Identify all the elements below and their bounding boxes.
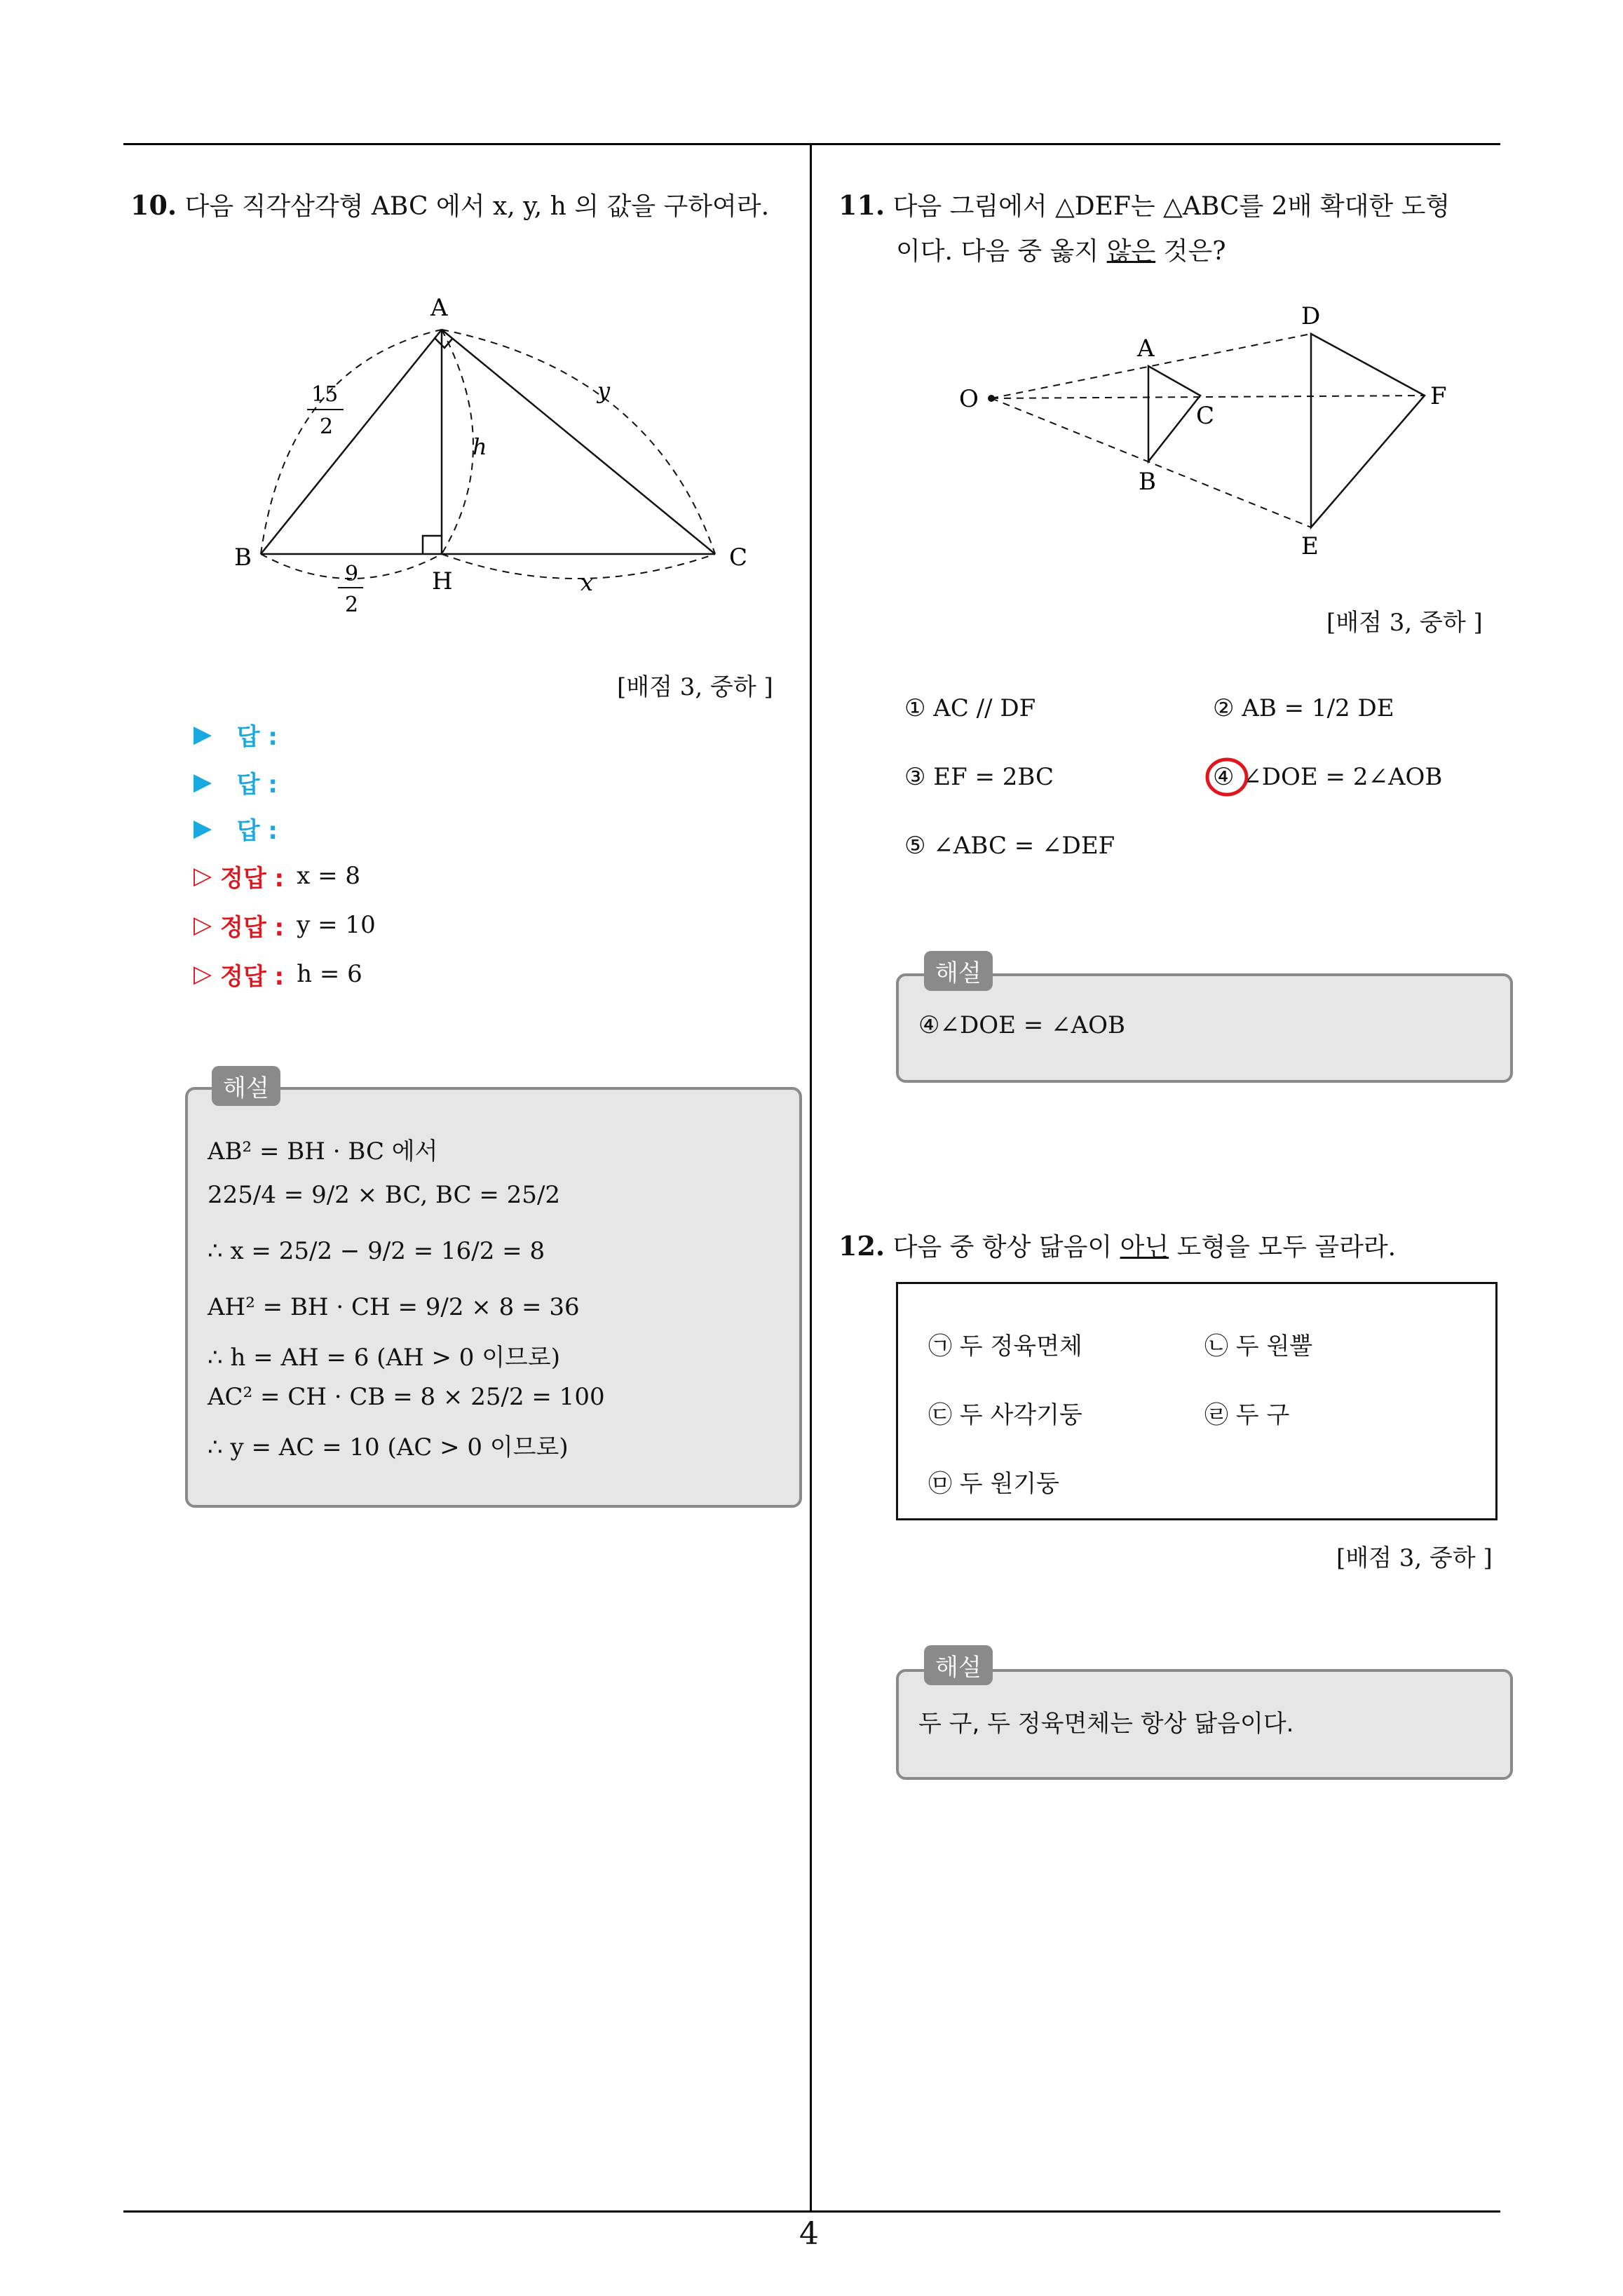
q10-label-x: x	[580, 569, 594, 596]
q10-explain-line-3: ∴ x = 25/2 − 9/2 = 16/2 = 8	[208, 1237, 545, 1265]
page-number: 4	[799, 2216, 819, 2252]
q10-explain-line-7: ∴ y = AC = 10 (AC > 0 이므로)	[208, 1433, 569, 1461]
bottom-rule	[123, 2210, 1500, 2213]
q11-label-b: B	[1139, 468, 1156, 496]
q12-item-4[interactable]: ㉣ 두 구	[1204, 1401, 1290, 1429]
q10-score: [배점 3, 중하 ]	[617, 673, 773, 701]
q11-choice-4[interactable]: ④ ∠DOE = 2∠AOB	[1213, 763, 1443, 791]
q10-answer-area	[193, 710, 376, 999]
q10-label-a: A	[430, 294, 448, 322]
q11-label-e: E	[1301, 532, 1319, 560]
q11-title	[838, 184, 1450, 229]
q12-number: 12.	[838, 1230, 885, 1262]
top-rule	[123, 143, 1500, 145]
q10-explain-line-4: AH² = BH · CH = 9/2 × 8 = 36	[208, 1293, 580, 1321]
q11-explain-text: ④∠DOE = ∠AOB	[918, 1011, 1125, 1039]
q10-label-ab-num: 15	[311, 382, 339, 407]
q10-answer-row-1[interactable]: ▶ 답 :	[193, 720, 278, 751]
q10-correct-row-2: ▷ 정답 : y = 10	[193, 911, 376, 942]
q10-explain-tab: 해설	[212, 1066, 280, 1106]
q10-explain-line-6: AC² = CH · CB = 8 × 25/2 = 100	[208, 1383, 605, 1411]
q10-answer-row-3[interactable]: ▶ 답 :	[193, 814, 278, 845]
outline-arrow-icon: ▷	[193, 862, 212, 890]
q11-label-d: D	[1301, 302, 1321, 330]
q10-label-ab-den: 2	[320, 414, 334, 439]
q10-label-b: B	[234, 543, 252, 572]
q10-label-y: y	[597, 377, 611, 404]
q12-score: [배점 3, 중하 ]	[1336, 1544, 1493, 1572]
q11-label-a: A	[1137, 335, 1155, 363]
q10-label-bh-num: 9	[345, 562, 359, 586]
column-divider	[810, 143, 812, 2212]
q10-label-h-side: h	[473, 433, 487, 460]
q10-label-bh-den: 2	[345, 593, 359, 617]
q11-score: [배점 3, 중하 ]	[1326, 609, 1483, 637]
q11-label-o: O	[959, 385, 979, 413]
q12-item-5[interactable]: ㉤ 두 원기둥	[928, 1470, 1059, 1498]
q11-title-line2: 이다. 다음 중 옳지 않은 것은?	[896, 237, 1226, 266]
q10-answer-row-2[interactable]: ▶ 답 :	[193, 768, 278, 799]
q12-title: 12. 다음 중 항상 닮음이 아닌 도형을 모두 골라라.	[838, 1230, 1397, 1262]
q11-explain-tab: 해설	[924, 951, 993, 991]
q10-correct-y: y = 10	[297, 911, 376, 939]
q12-item-1[interactable]: ㉠ 두 정육면체	[928, 1332, 1082, 1360]
q11-number: 11.	[838, 189, 885, 221]
outline-arrow-icon: ▷	[193, 960, 212, 988]
q10-figure	[224, 288, 771, 631]
q11-choice-5[interactable]: ⑤ ∠ABC = ∠DEF	[904, 832, 1115, 860]
selected-circle-mark	[1203, 755, 1252, 799]
q10-correct-x: x = 8	[297, 862, 361, 890]
q12-explain-tab: 해설	[924, 1645, 993, 1685]
q10-label-c: C	[729, 543, 748, 572]
q10-correct-row-3: ▷ 정답 : h = 6	[193, 960, 362, 991]
q11-choice-2[interactable]: ② AB = 1/2 DE	[1213, 694, 1394, 722]
q12-item-3[interactable]: ㉢ 두 사각기둥	[928, 1401, 1082, 1429]
q10-correct-h: h = 6	[297, 960, 362, 988]
q11-label-c: C	[1196, 402, 1215, 430]
q10-text: 다음 직각삼각형 ABC 에서 x, y, h 의 값을 구하여라.	[184, 192, 770, 221]
q11-choice-1[interactable]: ① AC // DF	[904, 694, 1036, 722]
q10-title	[130, 184, 769, 229]
q10-explain-line-1: AB² = BH · BC 에서	[208, 1137, 438, 1166]
q10-label-h: H	[432, 567, 453, 595]
q12-item-2[interactable]: ㉡ 두 원뿔	[1204, 1332, 1313, 1360]
q11-figure	[953, 302, 1472, 568]
q12-explain-text: 두 구, 두 정육면체는 항상 닮음이다.	[918, 1710, 1294, 1738]
outline-arrow-icon: ▷	[193, 911, 212, 939]
q11-choice-3[interactable]: ③ EF = 2BC	[904, 763, 1054, 791]
q10-correct-row-1: ▷ 정답 : x = 8	[193, 862, 361, 893]
q10-explain-line-2: 225/4 = 9/2 × BC, BC = 25/2	[208, 1181, 561, 1209]
q11-text-1: 다음 그림에서 △DEF는 △ABC를 2배 확대한 도형	[892, 192, 1451, 221]
q11-label-f: F	[1430, 382, 1447, 410]
q10-explain-line-5: ∴ h = AH = 6 (AH > 0 이므로)	[208, 1344, 560, 1372]
q10-number: 10.	[130, 189, 177, 221]
